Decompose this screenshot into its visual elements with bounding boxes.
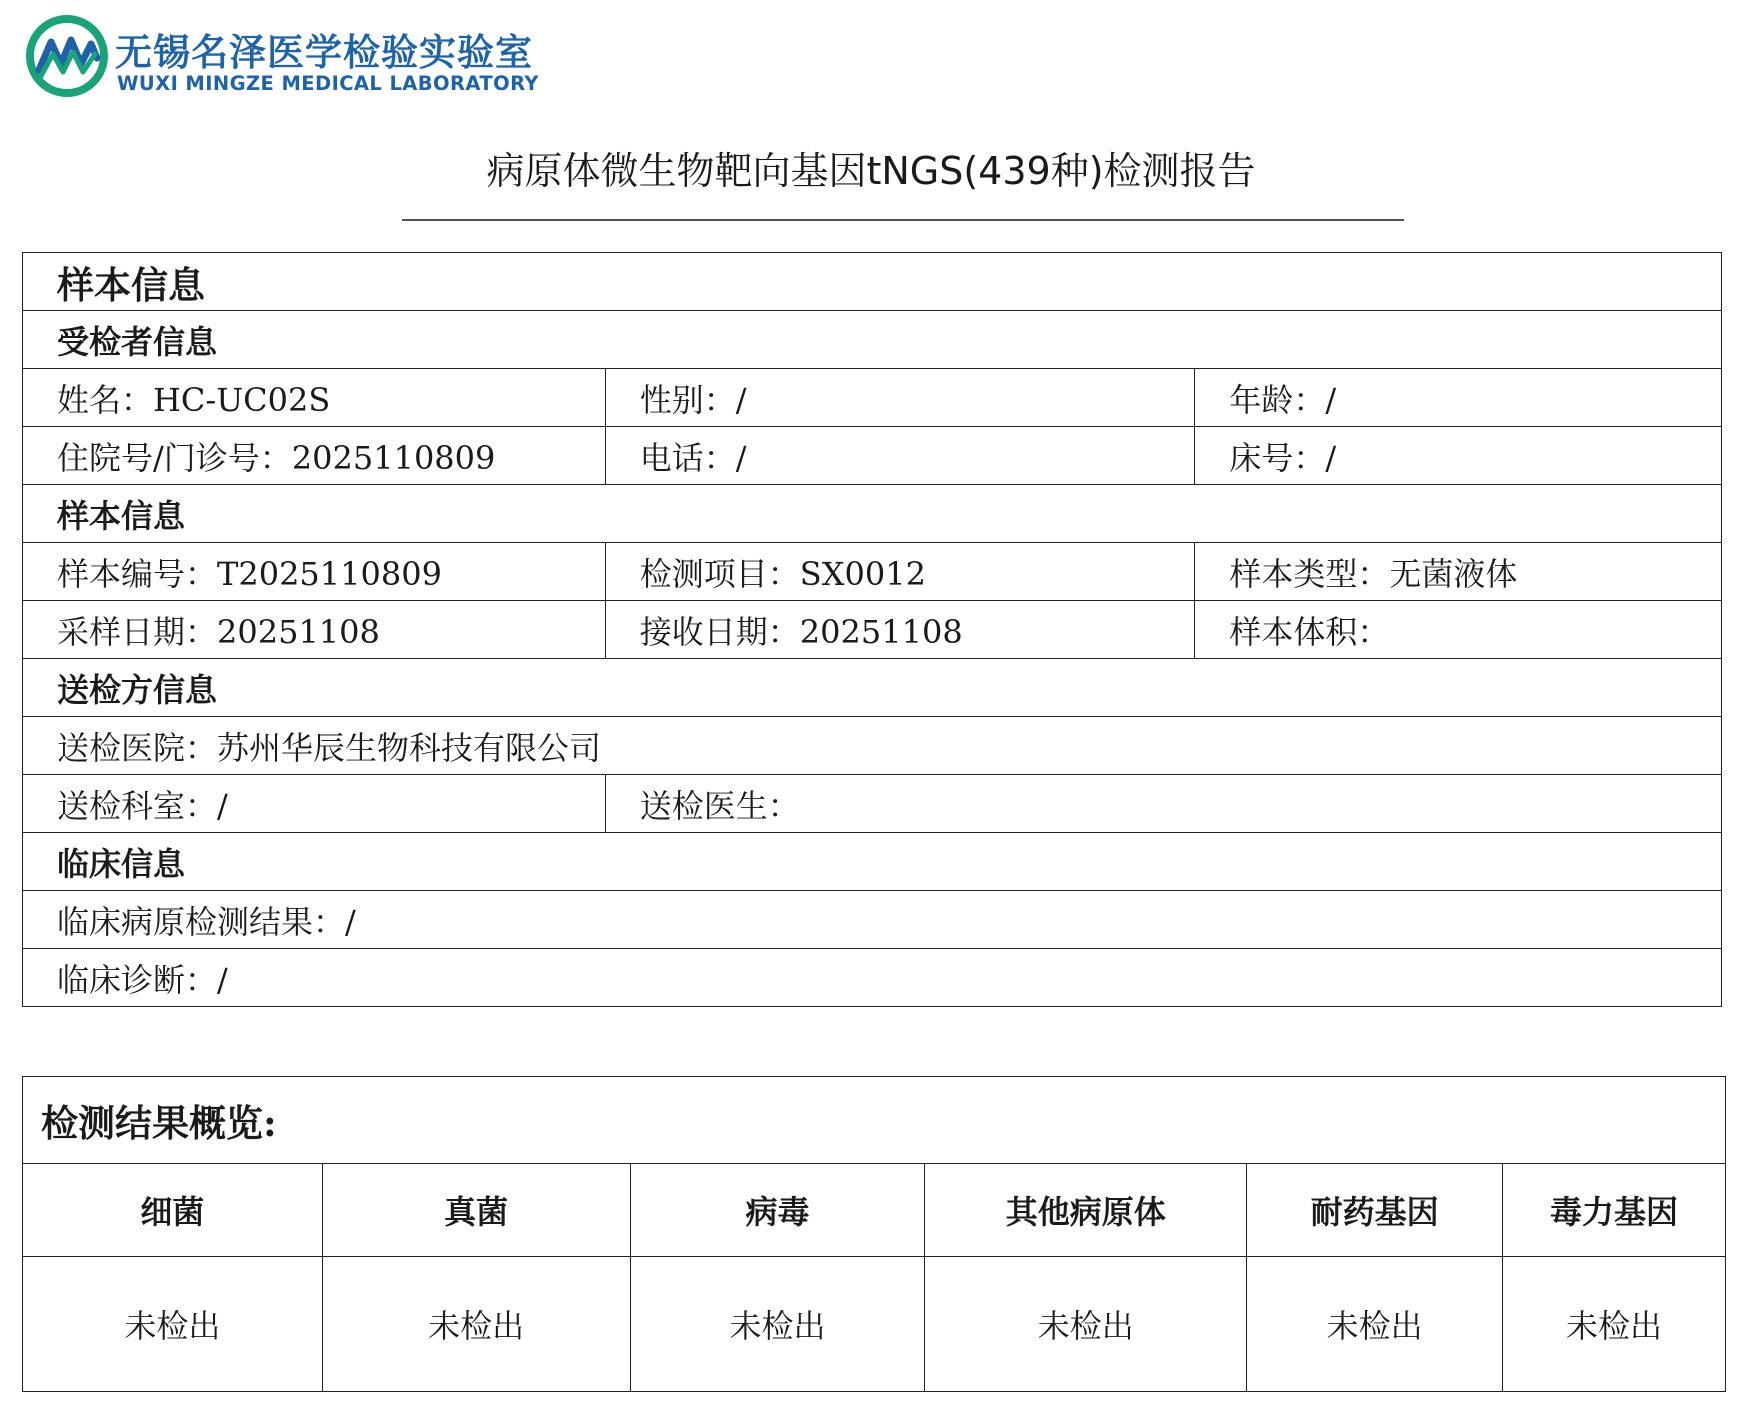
sender-heading: 送检方信息 — [23, 659, 1722, 717]
results-header-bacteria: 细菌 — [23, 1164, 323, 1257]
sample-section-title: 样本信息 — [23, 253, 1722, 311]
results-value-virus: 未检出 — [630, 1257, 925, 1392]
results-header-virulence: 毒力基因 — [1503, 1164, 1726, 1257]
subject-heading: 受检者信息 — [23, 311, 1722, 369]
lab-logo-icon — [25, 14, 109, 98]
clinical-diagnosis: 临床诊断：/ — [23, 949, 1722, 1007]
subject-hospital-no: 住院号/门诊号：2025110809 — [23, 427, 606, 485]
results-header-resistance: 耐药基因 — [1247, 1164, 1503, 1257]
lab-logo — [25, 14, 545, 104]
clinical-heading: 临床信息 — [23, 833, 1722, 891]
lab-name-cn: 无锡名泽医学检验实验室 — [115, 31, 533, 74]
receive-date: 接收日期：20251108 — [605, 601, 1195, 659]
sample-volume: 样本体积： — [1195, 601, 1722, 659]
clinical-pathogen-result: 临床病原检测结果：/ — [23, 891, 1722, 949]
title-divider — [402, 219, 1404, 221]
sender-department: 送检科室：/ — [23, 775, 606, 833]
sample-type: 样本类型：无菌液体 — [1195, 543, 1722, 601]
subject-phone: 电话：/ — [605, 427, 1195, 485]
results-value-bacteria: 未检出 — [23, 1257, 323, 1392]
results-value-resistance: 未检出 — [1247, 1257, 1503, 1392]
sample-heading: 样本信息 — [23, 485, 1722, 543]
collect-date: 采样日期：20251108 — [23, 601, 606, 659]
subject-name: 姓名：HC-UC02S — [23, 369, 606, 427]
results-header-fungi: 真菌 — [322, 1164, 630, 1257]
lab-name-en: WUXI MINGZE MEDICAL LABORATORY — [117, 72, 539, 95]
sender-doctor: 送检医生： — [605, 775, 1721, 833]
results-title: 检测结果概览: — [23, 1077, 1726, 1164]
results-header-virus: 病毒 — [630, 1164, 925, 1257]
sample-no: 样本编号：T2025110809 — [23, 543, 606, 601]
subject-bed-no: 床号：/ — [1195, 427, 1722, 485]
test-item: 检测项目：SX0012 — [605, 543, 1195, 601]
results-value-virulence: 未检出 — [1503, 1257, 1726, 1392]
sender-hospital: 送检医院：苏州华辰生物科技有限公司 — [23, 717, 1722, 775]
report-title: 病原体微生物靶向基因tNGS(439种)检测报告 — [486, 149, 1256, 193]
sample-info-table — [22, 252, 1722, 1007]
results-value-fungi: 未检出 — [322, 1257, 630, 1392]
results-overview-table — [22, 1076, 1726, 1392]
results-value-other: 未检出 — [925, 1257, 1247, 1392]
subject-gender: 性别：/ — [605, 369, 1195, 427]
subject-age: 年龄：/ — [1195, 369, 1722, 427]
results-header-other: 其他病原体 — [925, 1164, 1247, 1257]
